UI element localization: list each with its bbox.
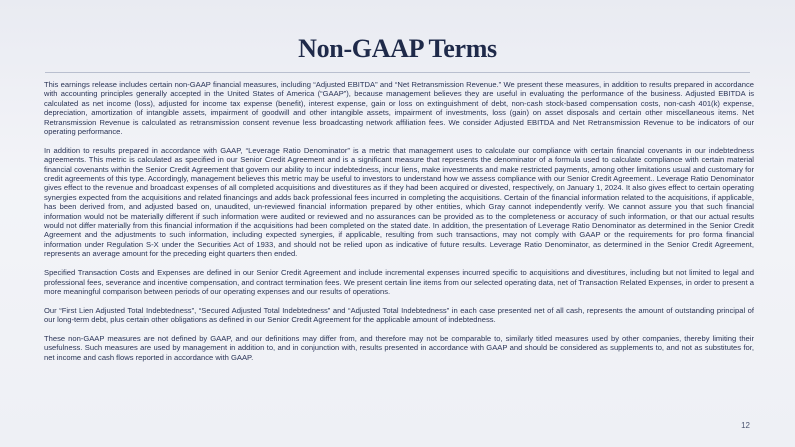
page-title: Non-GAAP Terms	[298, 34, 497, 63]
body-text	[44, 80, 754, 372]
paragraph-indebtedness: Our “First Lien Adjusted Total Indebtedness”, “Secured Adjusted Total Indebtedness” and “Adjusted Total Indebtedness” in each case presented net of all cash, represents the amount of outstanding principal of our long-term debt, plus certain other obligations as defined in our Senior Credit Agreement for the applicable amount of indebtedness.	[44, 305, 754, 325]
paragraph-leverage-ratio: In addition to results prepared in accordance with GAAP, “Leverage Ratio Denominator” is a metric that management uses to calculate our compliance with certain financial covenants in our indebtedness agreements. This metric is calculated as specified in our Senior Credit Agreement and is a significant measure that represents the denominator of a formula used to calculate compliance with certain material financial covenants within the Senior Credit Agreement that govern our ability to incur indebtedness, incur liens, make investments and make restricted payments, among other limitations usual and customary for credit agreements of this type. Accordingly, management believes this metric may be useful to investors to understand how we assess compliance with our Senior Credit Agreement.. Leverage Ratio Denominator gives effect to the revenue and broadcast expenses of all completed acquisitions and divestitures as if they had been acquired or divested, respectively, on January 1, 2024. It also gives effect to certain operating synergies expected from the acquisitions and related financings and adds back professional fees incurred in completing the acquisitions. Certain of the financial information related to the acquisitions, if applicable, has been derived from, and adjusted based on, unaudited, un-reviewed financial information prepared by other entities, which Gray cannot independently verify. We cannot assure you that such financial information would not be materially different if such information were audited or reviewed and no assurances can be provided as to the completeness or accuracy of such information, or that our actual results would not differ materially from this financial information if the acquisitions had been completed on the stated date. In addition, the presentation of Leverage Ratio Denominator as determined in the Senior Credit Agreement and the adjustments to such information, including expected synergies, if applicable, resulting from such transactions, may not comply with GAAP or the requirements for pro forma financial information under Regulation S-X under the Securities Act of 1933, and should not be relied upon as indicative of future results. Leverage Ratio Denominator, as determined in the Senior Credit Agreement, represents an average amount for the preceding eight quarters then ended.	[44, 145, 754, 259]
title-divider	[45, 72, 750, 73]
paragraph-transaction-costs: Specified Transaction Costs and Expenses are defined in our Senior Credit Agreement and include incremental expenses incurred specific to acquisitions and divestitures, including but not limited to legal and professional fees, severance and incentive compensation, and contract termination fees. We present certain line items from our selected operating data, net of Transaction Related Expenses, in order to present a more meaningful comparison between periods of our operating expenses and our results of operations.	[44, 268, 754, 296]
paragraph-non-gaap-intro: This earnings release includes certain non-GAAP financial measures, including “Adjusted EBITDA” and “Net Retransmission Revenue.” We present these measures, in addition to results prepared in accordance with accounting principles generally accepted in the United States of America (“GAAP”), because management believes they are useful in evaluating the performance of the business. Adjusted EBITDA is calculated as net income (loss), adjusted for income tax expense (benefit), interest expense, gain or loss on extinguishment of debt, non-cash stock-based compensation costs, non-cash 401(k) expense, depreciation, amortization of intangible assets, impairment of goodwill and other intangible assets, impairment of investments, loss (gain) on asset disposals and certain other miscellaneous items. Net Retransmission Revenue is calculated as retransmission consent revenue less broadcasting network affiliation fees. We consider Adjusted EBITDA and Net Retransmission Revenue to be indicators of our operating performance.	[44, 80, 754, 137]
page-number: 12	[741, 421, 750, 430]
paragraph-disclaimer: These non-GAAP measures are not defined by GAAP, and our definitions may differ from, and therefore may not be comparable to, similarly titled measures used by other companies, thereby limiting their usefulness. Such measures are used by management in addition to, and in conjunction with, results presented in accordance with GAAP and should be considered as supplements to, and not as substitutes for, net income and cash flows reported in accordance with GAAP.	[44, 333, 754, 362]
